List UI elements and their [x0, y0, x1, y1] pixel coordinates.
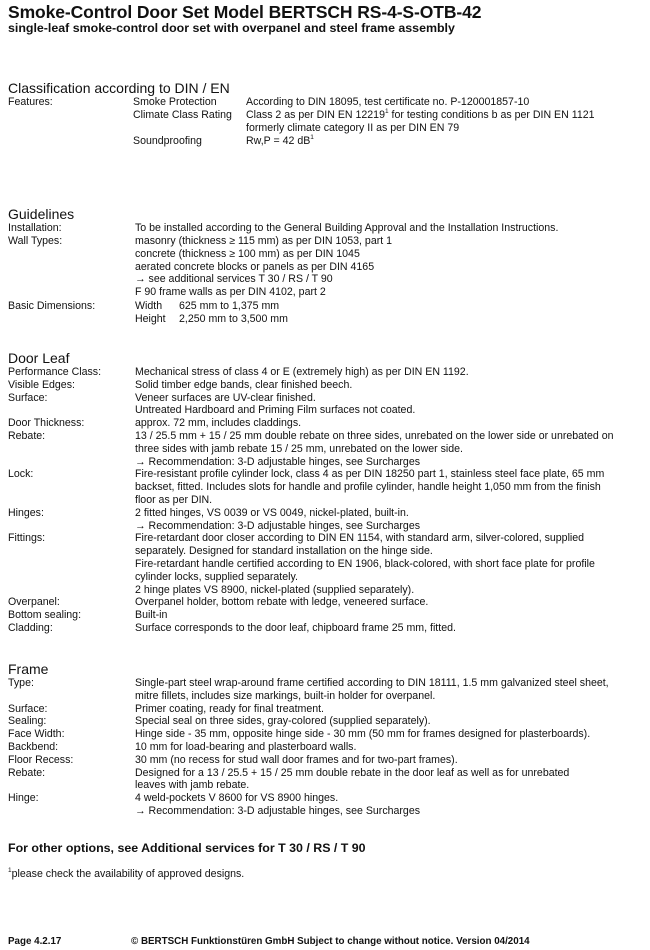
- feature-value: [246, 135, 646, 148]
- value-line: 2 fitted hinges, VS 0039 or VS 0049, nickel-plated, built-in.: [135, 506, 409, 519]
- section-title-guidelines: Guidelines: [8, 206, 75, 222]
- value-line: → Recommendation: 3-D adjustable hinges, see Surcharges: [135, 804, 421, 817]
- value-line: Built-in: [135, 609, 168, 622]
- value-line: Special seal on three sides, gray-colored (supplied separately).: [135, 715, 431, 728]
- dimension-key: Height: [135, 312, 166, 325]
- row-value: [135, 532, 647, 596]
- value-line: mitre fillets, includes size markings, built-in holder for overpanel.: [135, 689, 436, 702]
- feature-value: According to DIN 18095, test certificate no. P-120001857-10: [246, 96, 530, 108]
- value-line: 2 hinge plates VS 8900, nickel-plated (supplied separately).: [135, 583, 415, 596]
- value-line: three sides with jamb rebate 15 / 25 mm, unrebated on the lower side.: [135, 442, 463, 455]
- feature-value-text: for testing conditions b as per DIN EN 1121: [388, 109, 595, 121]
- value-line: Untreated Hardboard and Priming Film surfaces not coated.: [135, 404, 416, 417]
- row-label: Backbend:: [8, 741, 59, 753]
- copyright-notice: © BERTSCH Funktionstüren GmbH Subject to change without notice. Version 04/2014: [131, 936, 530, 947]
- row-label: Wall Types:: [8, 235, 63, 247]
- row-value: [135, 609, 647, 622]
- value-line: separately. Designed for standard installation on the hinge side.: [135, 545, 433, 558]
- row-label: Surface:: [8, 702, 48, 715]
- value-line: F 90 frame walls as per DIN 4102, part 2: [135, 286, 326, 299]
- page-number: Page 4.2.17: [8, 936, 62, 947]
- value-line: Veneer surfaces are UV-clear finished.: [135, 391, 316, 404]
- value-line: Primer coating, ready for final treatment.: [135, 702, 325, 715]
- row-value: [135, 715, 647, 728]
- row-label: Hinge:: [8, 792, 39, 805]
- feature-name: Climate Class Rating: [133, 109, 232, 121]
- row-value: [135, 622, 647, 635]
- row-value: [135, 468, 647, 506]
- value-line: Single-part steel wrap-around frame certified according to DIN 18111, 1.5 mm galvanized steel sheet,: [135, 677, 609, 689]
- features-label: Features:: [8, 96, 53, 108]
- value-line: Surface corresponds to the door leaf, chipboard frame 25 mm, fitted.: [135, 622, 456, 634]
- section-title-frame: Frame: [8, 661, 49, 677]
- value-line: Solid timber edge bands, clear finished beech.: [135, 378, 353, 391]
- document-title: Smoke-Control Door Set Model BERTSCH RS-4-S-OTB-42: [8, 2, 482, 22]
- value-line: leaves with jamb rebate.: [135, 779, 250, 792]
- value-line: → Recommendation: 3-D adjustable hinges, see Surcharges: [135, 519, 421, 532]
- value-line: cylinder locks, supplied separately.: [135, 570, 298, 583]
- row-label: Fittings:: [8, 532, 46, 545]
- feature-value: [246, 109, 646, 122]
- value-line: Fire-retardant handle certified according to EN 1906, black-colored, with short face plate for profile: [135, 557, 595, 570]
- value-line: 13 / 25.5 mm + 15 / 25 mm double rebate on three sides, unrebated on the lower side or unrebated on: [135, 430, 614, 442]
- row-label: Basic Dimensions:: [8, 300, 96, 312]
- value-line: 4 weld-pockets V 8600 for VS 8900 hinges.: [135, 792, 339, 805]
- row-label: Rebate:: [8, 430, 46, 442]
- features-row: [8, 96, 648, 148]
- footnote-ref: 1: [384, 108, 389, 115]
- value-line: Hinge side - 35 mm, opposite hinge side - 30 mm (50 mm for frames designed for plasterboards).: [135, 728, 591, 741]
- row-value: [135, 767, 647, 793]
- row-label: Bottom sealing:: [8, 609, 82, 622]
- dimension-height: [135, 313, 647, 326]
- footnote-mark: 1: [8, 867, 12, 874]
- dimension-value: 625 mm to 1,375 mm: [179, 300, 280, 312]
- row-value: [135, 728, 647, 741]
- value-line: → see additional services T 30 / RS / T 90: [135, 273, 333, 286]
- row-label: Door Thickness:: [8, 417, 85, 430]
- row-label: Face Width:: [8, 728, 65, 741]
- footnote-text: please check the availability of approved designs.: [11, 868, 245, 880]
- document-subtitle: single-leaf smoke-control door set with overpanel and steel frame assembly: [8, 21, 455, 35]
- feature-value: formerly climate category II as per DIN EN 79: [246, 122, 460, 134]
- feature-value-text: Rw,P = 42 dB: [246, 135, 311, 147]
- row-value: [135, 596, 647, 609]
- value-line: Overpanel holder, bottom rebate with ledge, veneered surface.: [135, 596, 429, 609]
- other-options-note: For other options, see Additional services for T 30 / RS / T 90: [8, 841, 366, 855]
- row-label: Hinges:: [8, 506, 44, 519]
- value-line: 30 mm (no recess for stud wall door frames and for two-part frames).: [135, 753, 458, 766]
- row-label: Type:: [8, 677, 34, 689]
- value-line: Fire-retardant door closer according to DIN EN 1154, with standard arm, silver-colored, supplied: [135, 532, 585, 545]
- dimension-key: Width: [135, 300, 163, 312]
- dimension-width: [135, 300, 647, 313]
- row-value: [135, 754, 647, 767]
- row-label: Sealing:: [8, 715, 47, 728]
- row-label: Performance Class:: [8, 366, 102, 378]
- row-label: Overpanel:: [8, 596, 60, 609]
- footnote-ref: 1: [310, 134, 314, 141]
- value-line: backset, fitted. Includes slots for handle and profile cylinder, handle height 1,050 mm from the finish: [135, 481, 601, 494]
- value-line: concrete (thickness ≥ 100 mm) as per DIN 1045: [135, 247, 360, 260]
- row-label: Lock:: [8, 468, 34, 481]
- feature-name: Soundproofing: [133, 135, 202, 147]
- row-value: [135, 379, 647, 392]
- dimension-value: 2,250 mm to 3,500 mm: [179, 312, 288, 325]
- row-value: [135, 677, 647, 703]
- row-value: [135, 741, 647, 754]
- feature-value-text: Class 2 as per DIN EN 12219: [246, 109, 385, 121]
- row-value: [135, 792, 647, 818]
- value-line: aerated concrete blocks or panels as per DIN 4165: [135, 260, 375, 273]
- row-value: [135, 703, 647, 716]
- value-line: Mechanical stress of class 4 or E (extremely high) as per DIN EN 1192.: [135, 366, 469, 378]
- value-line: 10 mm for load-bearing and plasterboard walls.: [135, 741, 357, 753]
- section-title-classification: Classification according to DIN / EN: [8, 80, 230, 96]
- row-label: Installation:: [8, 222, 62, 234]
- value-line: Designed for a 13 / 25.5 + 15 / 25 mm double rebate in the door leaf as well as for unrebated: [135, 766, 570, 779]
- feature-name: Smoke Protection: [133, 96, 217, 108]
- row-value: [135, 507, 647, 533]
- row-label: Visible Edges:: [8, 378, 75, 391]
- value-line: → Recommendation: 3-D adjustable hinges, see Surcharges: [135, 455, 421, 468]
- row-value: [135, 366, 647, 379]
- row-value: [135, 392, 647, 418]
- row-label: Surface:: [8, 391, 48, 404]
- row-label: Cladding:: [8, 622, 53, 634]
- row-label: Floor Recess:: [8, 753, 74, 766]
- row-value: [135, 417, 647, 430]
- section-title-door-leaf: Door Leaf: [8, 350, 70, 366]
- value-line: approx. 72 mm, includes claddings.: [135, 417, 302, 430]
- row-value: [135, 300, 647, 326]
- row-value: [135, 430, 647, 468]
- footnote: [8, 868, 244, 881]
- value-line: Fire-resistant profile cylinder lock, class 4 as per DIN 18250 part 1, stainless steel face plate, 65 mm: [135, 468, 605, 481]
- row-value: To be installed according to the General Building Approval and the Installation Instructions.: [135, 222, 559, 234]
- row-label: Rebate:: [8, 766, 46, 779]
- value-line: floor as per DIN.: [135, 493, 213, 506]
- row-value: [135, 235, 647, 299]
- value-line: masonry (thickness ≥ 115 mm) as per DIN 1053, part 1: [135, 235, 393, 247]
